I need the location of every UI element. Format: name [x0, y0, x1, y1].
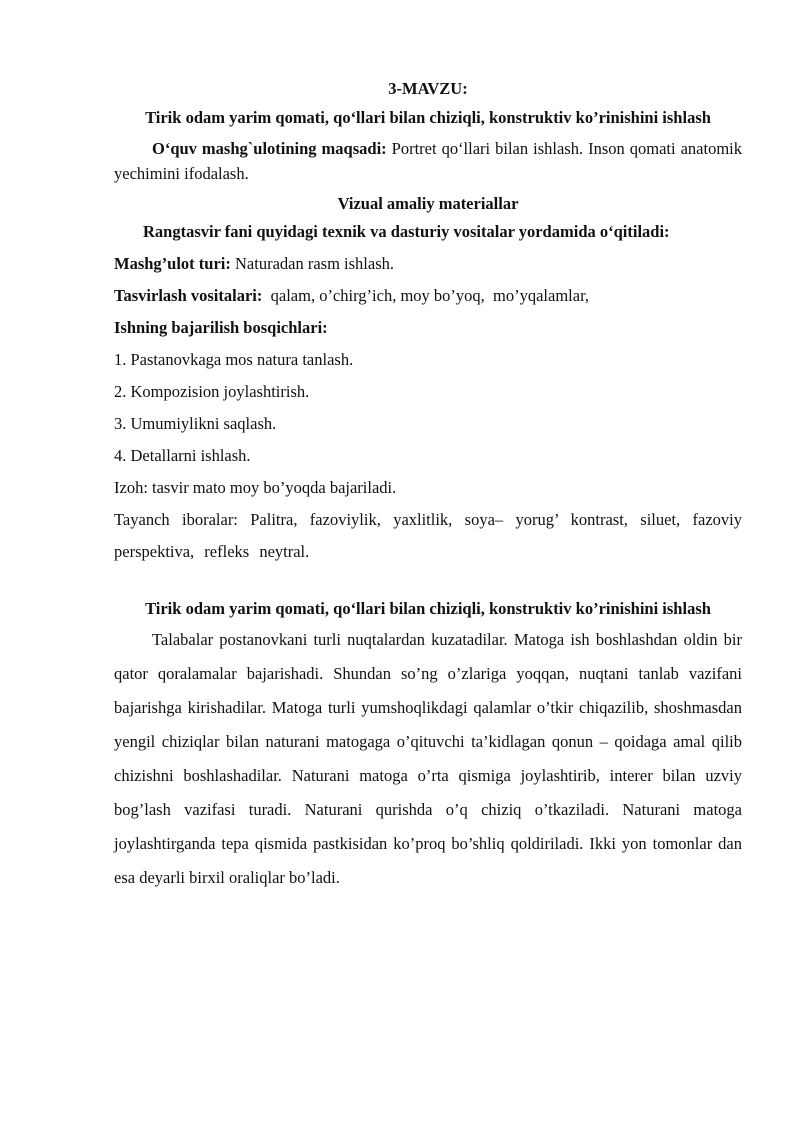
lesson-type-text: Naturadan rasm ishlash.	[230, 254, 394, 273]
page-content	[114, 76, 742, 895]
lesson-type-label: Mashg’ulot turi:	[114, 254, 231, 273]
step-item: 2. Kompozision joylashtirish.	[114, 382, 310, 401]
topic-number: 3-MAVZU:	[388, 79, 468, 98]
lesson-goal-label: O‘quv mashg`ulotining maqsadi:	[152, 139, 387, 158]
steps-heading: Ishning bajarilish bosqichlari:	[114, 318, 328, 337]
lesson-goal	[114, 136, 742, 186]
lesson-type	[114, 248, 742, 280]
tools-intro: Rangtasvir fani quyidagi texnik va dasturiy vositalar yordamida o‘qitiladi:	[143, 222, 670, 241]
drawing-means-text: qalam, o’chirg’ich, moy bo’yoq, mo’yqalamlar,	[262, 286, 590, 305]
note: Izoh: tasvir mato moy bo’yoqda bajariladi.	[114, 478, 397, 497]
section-heading: Tirik odam yarim qomati, qo‘llari bilan chiziqli, konstruktiv ko’rinishini ishlash	[145, 599, 711, 618]
step-item: 4. Detallarni ishlash.	[114, 446, 251, 465]
drawing-means	[114, 280, 742, 312]
lesson-goal-text: Portret qo‘llari bilan ishlash. Inson qomati anatomik yechimini ifodalash.	[114, 139, 742, 183]
body-paragraph: Talabalar postanovkani turli nuqtalardan kuzatadilar. Matoga ish boshlashdan oldin bir qator qoralamalar bajarishadi. Shundan so’ng o’zlariga yoqqan, nuqtani tanlab vazifani bajarishga kirishadilar. Matoga turli yumshoqlikdagi qalamlar o’tkir chiqazilib, shoshmasdan yengil chiziqlar bilan naturani matogaga o’qituvchi ta’kidlagan qonun – qoidaga amal qilib chizishni boshlashadilar. Naturani matoga o’rta qismiga joylashtirib, interer bilan uzviy bog’lash vazifasi turadi. Naturani qurishda o’q chiziq o’tkaziladi. Naturani matoga joylashtirganda tepa qismida pastkisidan ko’proq bo’shliq qoldiriladi. Ikki yon tomonlar dan esa deyarli birxil oraliqlar bo’ladi.	[114, 630, 742, 887]
keywords: Tayanch iboralar: Palitra, fazoviylik, yaxlitlik, soya– yorug’ kontrast, siluet, fazoviy perspektiva, refleks neytral.	[114, 510, 742, 561]
topic-title: Tirik odam yarim qomati, qo‘llari bilan chiziqli, konstruktiv ko’rinishini ishlash	[145, 108, 711, 127]
visual-materials-heading: Vizual amaliy materiallar	[337, 194, 519, 213]
step-item: 1. Pastanovkaga mos natura tanlash.	[114, 350, 354, 369]
step-item: 3. Umumiylikni saqlash.	[114, 414, 277, 433]
drawing-means-label: Tasvirlash vositalari:	[114, 286, 263, 305]
